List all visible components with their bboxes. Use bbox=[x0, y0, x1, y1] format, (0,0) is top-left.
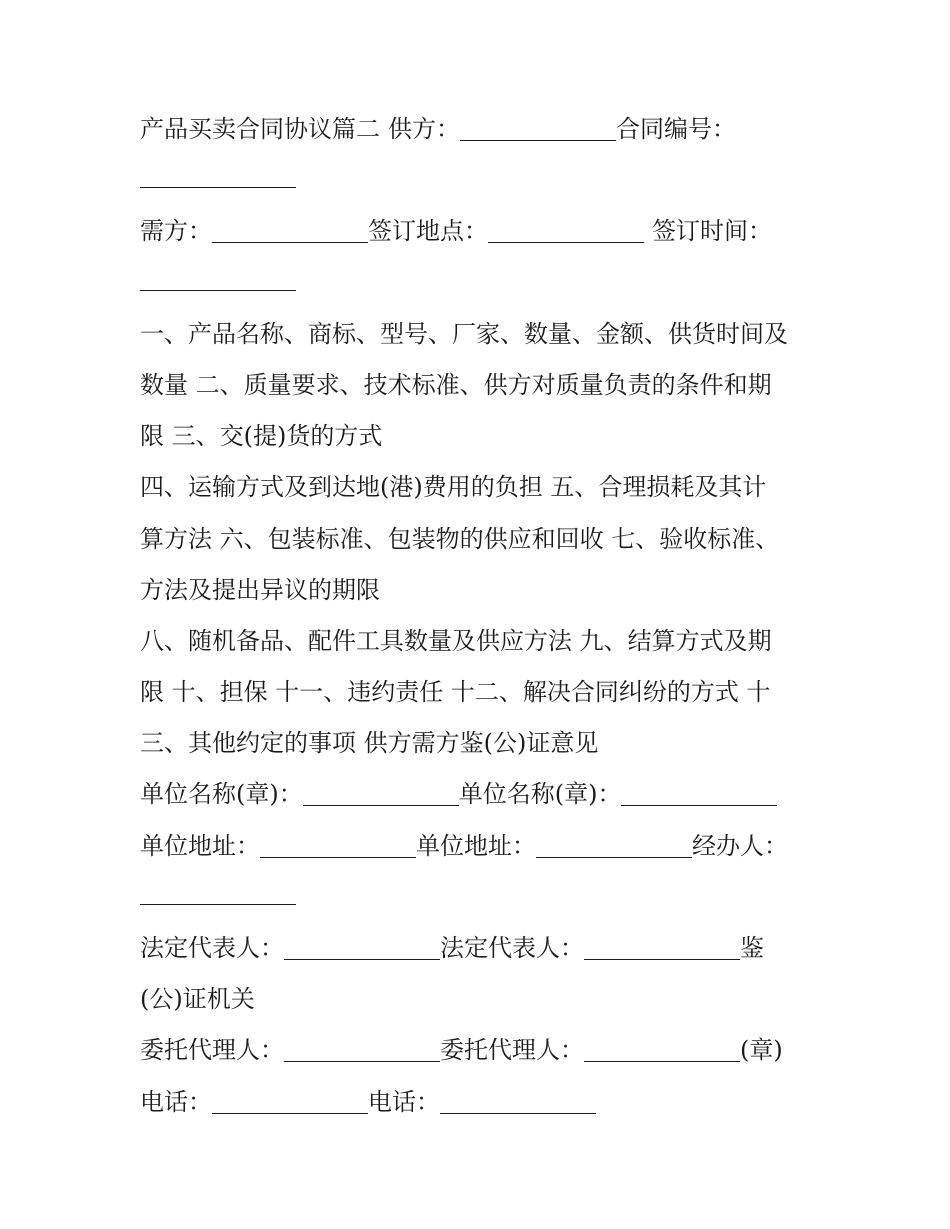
contract-no-label: 合同编号： bbox=[616, 115, 736, 143]
clause-line-9: 三、其他约定的事项 供方需方鉴(公)证意见 bbox=[140, 729, 599, 758]
legal-rep-line bbox=[140, 923, 820, 974]
handler-blank[interactable] bbox=[140, 882, 296, 905]
buyer-agent-blank[interactable] bbox=[584, 1039, 740, 1062]
buyer-legal-rep-blank[interactable] bbox=[584, 937, 740, 960]
supplier-unit-name-label: 单位名称(章)： bbox=[140, 780, 303, 809]
clause-line-6: 方法及提出异议的期限 bbox=[140, 575, 380, 604]
supplier-unit-address-blank[interactable] bbox=[260, 835, 416, 858]
phone-line bbox=[140, 1077, 820, 1128]
supplier-label: 供方： bbox=[388, 115, 460, 143]
buyer-unit-name-label: 单位名称(章)： bbox=[458, 780, 622, 809]
unit-name-line bbox=[140, 769, 820, 820]
clause-line-7: 八、随机备品、配件工具数量及供应方法 九、结算方式及期 bbox=[140, 626, 772, 655]
supplier-unit-name-blank[interactable] bbox=[303, 783, 459, 806]
sign-place-label: 签订地点： bbox=[368, 217, 488, 246]
agent-line bbox=[140, 1025, 820, 1076]
document-title: 产品买卖合同协议篇二 bbox=[140, 115, 380, 143]
buyer-blank[interactable] bbox=[212, 220, 368, 243]
buyer-legal-rep-label: 法定代表人： bbox=[440, 934, 584, 962]
header-line-2 bbox=[140, 155, 820, 206]
clause-line-3: 限 三、交(提)货的方式 bbox=[140, 422, 383, 451]
handler-line bbox=[140, 872, 820, 923]
buyer-agent-label: 委托代理人： bbox=[440, 1036, 584, 1065]
supplier-legal-rep-label: 法定代表人： bbox=[140, 934, 284, 962]
clause-line-4: 四、运输方式及到达地(港)费用的负担 五、合理损耗及其计 bbox=[140, 473, 767, 502]
buyer-phone-blank[interactable] bbox=[440, 1091, 596, 1114]
sign-time-blank[interactable] bbox=[140, 268, 296, 291]
unit-address-line bbox=[140, 821, 820, 872]
supplier-unit-address-label: 单位地址： bbox=[140, 831, 260, 860]
buyer-unit-name-blank[interactable] bbox=[621, 783, 777, 806]
buyer-phone-label: 电话： bbox=[368, 1087, 440, 1116]
clause-line-5: 算方法 六、包装标准、包装物的供应和回收 七、验收标准、 bbox=[140, 524, 780, 553]
sign-time-label: 签订时间： bbox=[652, 217, 772, 246]
supplier-blank[interactable] bbox=[460, 118, 616, 141]
clause-line-1: 一、产品名称、商标、型号、厂家、数量、金额、供货时间及 bbox=[140, 319, 788, 348]
header-line-1 bbox=[140, 104, 820, 155]
supplier-phone-blank[interactable] bbox=[212, 1091, 368, 1114]
supplier-agent-label: 委托代理人： bbox=[140, 1036, 284, 1065]
seal-label: (章) bbox=[740, 1036, 783, 1065]
header-line-4 bbox=[140, 258, 820, 309]
header-line-3 bbox=[140, 206, 820, 257]
supplier-legal-rep-blank[interactable] bbox=[284, 937, 440, 960]
supplier-phone-label: 电话： bbox=[140, 1087, 212, 1116]
buyer-unit-address-label: 单位地址： bbox=[416, 831, 536, 860]
clause-line-2: 数量 二、质量要求、技术标准、供方对质量负责的条件和期 bbox=[140, 370, 772, 399]
clause-line-8: 限 十、担保 十一、违约责任 十二、解决合同纠纷的方式 十 bbox=[140, 678, 771, 707]
contract-page bbox=[140, 104, 820, 1128]
notary-line: (公)证机关 bbox=[140, 985, 255, 1014]
sign-place-blank[interactable] bbox=[488, 220, 644, 243]
buyer-label: 需方： bbox=[140, 217, 212, 246]
handler-label: 经办人： bbox=[692, 831, 788, 860]
buyer-unit-address-blank[interactable] bbox=[536, 835, 692, 858]
notary-prefix: 鉴 bbox=[740, 934, 764, 962]
supplier-agent-blank[interactable] bbox=[284, 1039, 440, 1062]
contract-no-blank[interactable] bbox=[140, 165, 296, 188]
